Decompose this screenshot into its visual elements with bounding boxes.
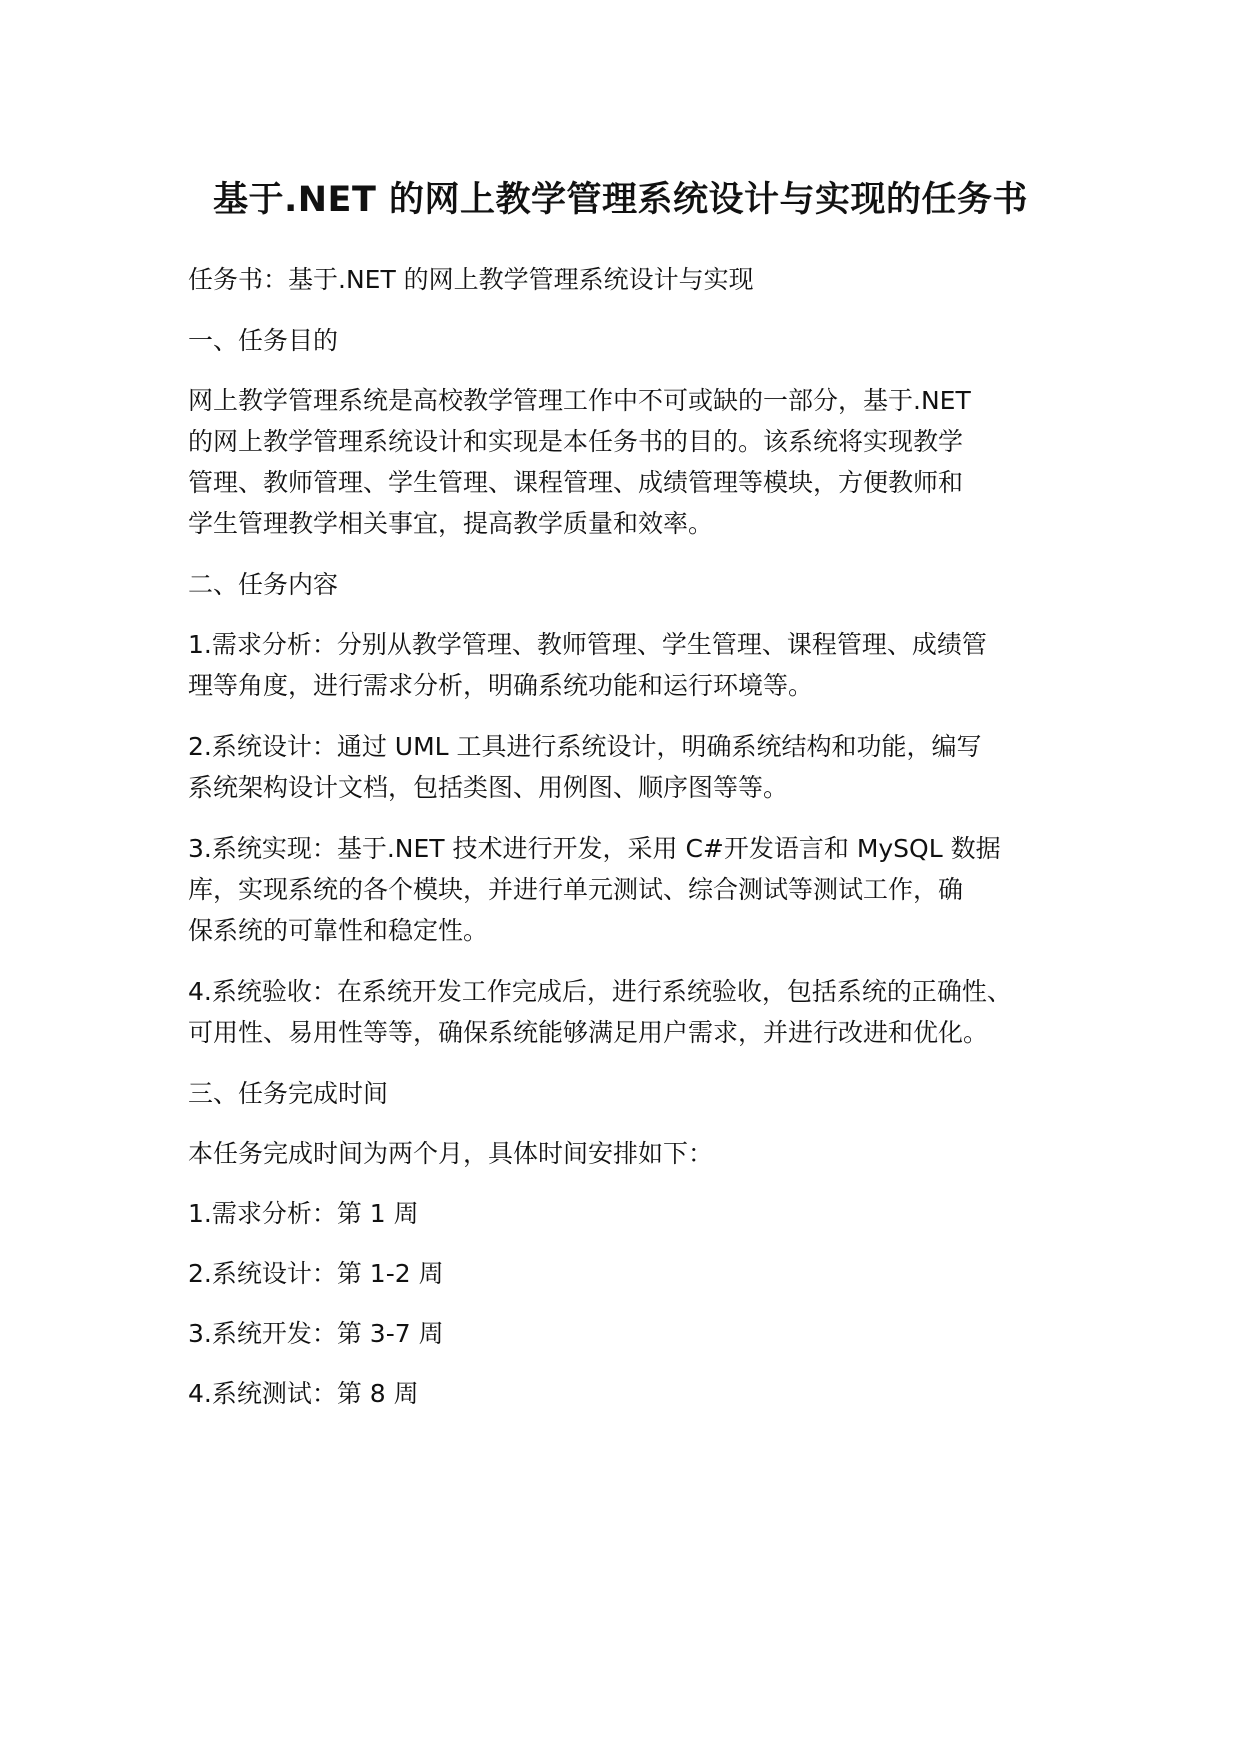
paragraph-line: 库，实现系统的各个模块，并进行单元测试、综合测试等测试工作，确 — [188, 875, 964, 904]
schedule-item: 3.系统开发：第 3-7 周 — [188, 1319, 444, 1348]
paragraph-line: 4.系统验收：在系统开发工作完成后，进行系统验收，包括系统的正确性、 — [188, 977, 1012, 1006]
schedule-item: 1.需求分析：第 1 周 — [188, 1199, 419, 1228]
paragraph-line: 1.需求分析：分别从教学管理、教师管理、学生管理、课程管理、成绩管 — [188, 630, 987, 659]
schedule-item: 4.系统测试：第 8 周 — [188, 1379, 419, 1408]
paragraph-line: 的网上教学管理系统设计和实现是本任务书的目的。该系统将实现教学 — [188, 427, 964, 456]
task-book-subtitle: 任务书：基于.NET 的网上教学管理系统设计与实现 — [188, 265, 754, 294]
document-title: 基于.NET 的网上教学管理系统设计与实现的任务书 — [212, 180, 1029, 220]
paragraph-line: 理等角度，进行需求分析，明确系统功能和运行环境等。 — [188, 671, 814, 700]
paragraph-line: 可用性、易用性等等，确保系统能够满足用户需求，并进行改进和优化。 — [188, 1018, 989, 1047]
paragraph-line: 学生管理教学相关事宜，提高教学质量和效率。 — [188, 509, 714, 538]
paragraph-line: 保系统的可靠性和稳定性。 — [188, 916, 489, 945]
paragraph-line: 网上教学管理系统是高校教学管理工作中不可或缺的一部分，基于.NET — [188, 386, 971, 415]
section-heading-content: 二、任务内容 — [188, 570, 339, 599]
paragraph-line: 2.系统设计：通过 UML 工具进行系统设计，明确系统结构和功能，编写 — [188, 732, 982, 761]
schedule-intro: 本任务完成时间为两个月，具体时间安排如下： — [188, 1139, 714, 1168]
paragraph-line: 系统架构设计文档，包括类图、用例图、顺序图等等。 — [188, 773, 789, 802]
paragraph-line: 管理、教师管理、学生管理、课程管理、成绩管理等模块，方便教师和 — [188, 468, 964, 497]
paragraph-line: 3.系统实现：基于.NET 技术进行开发，采用 C#开发语言和 MySQL 数据 — [188, 834, 1001, 863]
section-heading-purpose: 一、任务目的 — [188, 326, 339, 355]
schedule-item: 2.系统设计：第 1-2 周 — [188, 1259, 444, 1288]
section-heading-schedule: 三、任务完成时间 — [188, 1079, 389, 1108]
